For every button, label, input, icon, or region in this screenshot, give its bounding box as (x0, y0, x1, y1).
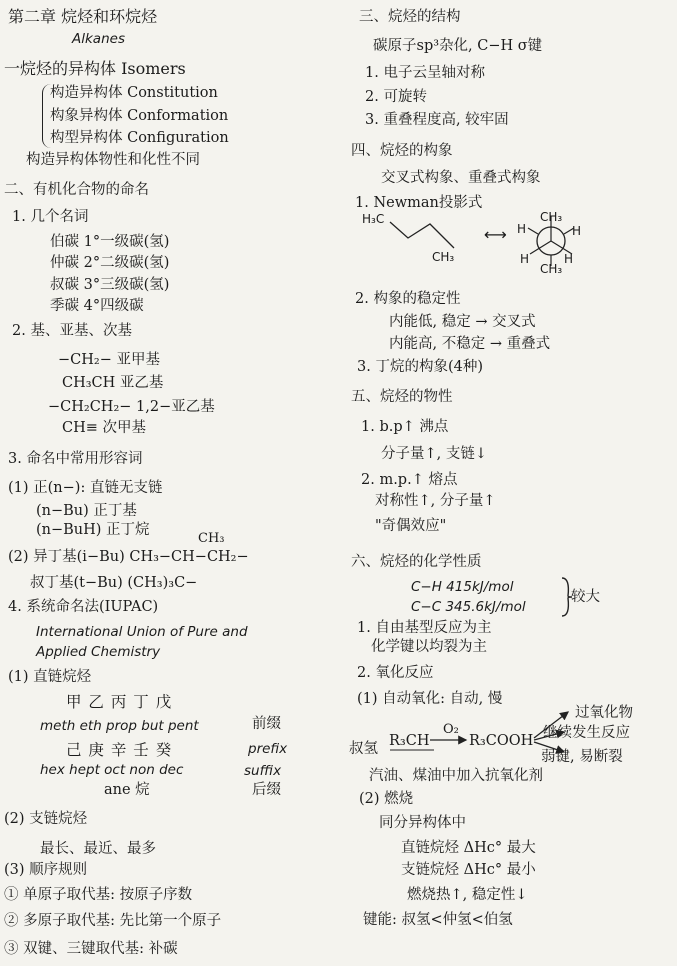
left-text-line: 季碳 4°四级碳 (50, 298, 144, 314)
h3c-label: H₃C (362, 212, 385, 226)
left-text-line: International Union of Pure and (36, 624, 248, 640)
right-text-line: 交叉式构象、重叠式构象 (381, 170, 541, 186)
right-text-line: 内能高, 不稳定 → 重叠式 (389, 336, 551, 352)
right-text-line: 3. 丁烷的构象(4种) (357, 359, 483, 375)
right-text-line: 1. 电子云呈轴对称 (365, 65, 485, 81)
right-text-line: 1. 自由基型反应为主 (357, 620, 492, 636)
left-text-line: 甲 乙 丙 丁 戊 (66, 693, 173, 711)
right-text-line: 较大 (571, 589, 600, 605)
bond-energy-brace (560, 576, 574, 618)
right-text-line: 2. 构象的稳定性 (355, 291, 461, 307)
left-text-line: 叔碳 3°三级碳(氢) (50, 277, 170, 293)
left-text-line: 己 庚 辛 壬 癸 (66, 741, 173, 759)
right-text-line: 汽油、煤油中加入抗氧化剂 (369, 768, 543, 784)
right-text-line: 2. 可旋转 (365, 89, 427, 105)
right-text-line: (1) 自动氧化: 自动, 慢 (357, 691, 503, 707)
left-text-line: (n−BuH) 正丁烷 (36, 522, 150, 538)
left-text-line: 2. 基、亚基、次基 (12, 323, 132, 339)
left-text-line: 伯碳 1°一级碳(氢) (50, 234, 170, 250)
right-text-line: 对称性↑, 分子量↑ (375, 493, 496, 509)
right-text-line: C−H 415kJ/mol (411, 579, 514, 595)
isomer-brace (42, 84, 51, 148)
r3ch-underline (388, 748, 438, 754)
right-text-line: 2. m.p.↑ 熔点 (361, 472, 458, 488)
right-text-line: 四、烷烃的构象 (351, 143, 453, 159)
left-text-line: meth eth prop but pent (40, 718, 199, 734)
right-text-line: 直链烷烃 ΔHc° 最大 (401, 840, 536, 856)
left-text-line: hex hept oct non dec (40, 762, 184, 778)
left-text-line: prefix (248, 741, 288, 757)
newman-atom-h3: H (520, 252, 530, 266)
right-text-line: 继续发生反应 (543, 725, 630, 741)
ch3-bottom-label: CH₃ (432, 250, 455, 264)
left-text-line: 后缀 (252, 782, 281, 798)
newman-atom-top: CH₃ (540, 210, 563, 224)
newman-atom-h1: H (517, 222, 527, 236)
right-text-line: 1. Newman投影式 (355, 195, 483, 211)
left-text-line: 二、有机化合物的命名 (4, 182, 149, 198)
equilibrium-arrow: ⟷ (484, 225, 507, 244)
right-text-line: 碳原子sp³杂化, C−H σ键 (373, 38, 543, 54)
left-text-line: −CH₂− 亚甲基 (58, 352, 160, 368)
left-text-line: (2) 异丁基(i−Bu) CH₃−CH−CH₂− (8, 549, 249, 565)
left-text-line: Applied Chemistry (36, 644, 161, 660)
right-text-line: 键能: 叔氢<仲氢<伯氢 (363, 912, 513, 928)
left-text-line: suffix (244, 763, 282, 779)
right-text-line: 过氧化物 (575, 705, 633, 721)
left-text-line: (n−Bu) 正丁基 (36, 503, 137, 519)
left-text-line: ① 单原子取代基: 按原子序数 (4, 887, 193, 903)
right-text-line: 弱键, 易断裂 (541, 749, 623, 765)
right-text-line: R₃COOH (469, 733, 534, 749)
left-text-line: −CH₂CH₂− 1,2−亚乙基 (48, 399, 215, 415)
right-text-line: 燃烧热↑, 稳定性↓ (407, 887, 528, 903)
left-text-line: ③ 双键、三键取代基: 补碳 (4, 941, 178, 957)
left-text-line: 4. 系统命名法(IUPAC) (8, 599, 159, 615)
right-text-line: 支链烷烃 ΔHc° 最小 (401, 862, 536, 878)
right-text-line: 叔氢 (349, 741, 378, 757)
left-text-line: 仲碳 2°二级碳(氢) (50, 255, 170, 271)
right-text-line: 三、烷烃的结构 (359, 9, 461, 25)
right-text-line: "奇偶效应" (375, 518, 447, 534)
right-text-line: 六、烷烃的化学性质 (351, 554, 482, 570)
butane-zigzag (368, 210, 478, 270)
left-text-line: (1) 正(n−): 直链无支链 (8, 480, 163, 496)
right-text-line: 分子量↑, 支链↓ (381, 446, 488, 462)
left-text-line: 构型异构体 Configuration (50, 130, 229, 146)
newman-atom-bottom: CH₃ (540, 262, 563, 276)
right-text-line: 化学键以均裂为主 (371, 639, 487, 655)
left-text-line: 1. 几个名词 (12, 209, 89, 225)
right-text-line: 五、烷烃的物性 (351, 389, 453, 405)
right-text-line: C−C 345.6kJ/mol (411, 599, 526, 615)
right-text-line: (2) 燃烧 (359, 791, 414, 807)
right-text-line: 1. b.p↑ 沸点 (361, 419, 449, 435)
newman-atom-h2: H (572, 224, 582, 238)
left-text-line: Alkanes (72, 31, 125, 47)
left-text-line: 构象异构体 Conformation (50, 108, 229, 124)
left-text-line: 前缀 (252, 716, 281, 732)
left-text-line: CH≡ 次甲基 (62, 420, 146, 436)
right-text-line: 3. 重叠程度高, 较牢固 (365, 112, 509, 128)
left-text-line: (2) 支链烷烃 (4, 811, 88, 827)
left-text-line: ② 多原子取代基: 先比第一个原子 (4, 913, 222, 929)
left-text-line: (1) 直链烷烃 (8, 669, 92, 685)
left-text-line: 构造异构体物性和化性不同 (26, 152, 200, 168)
left-text-line: 最长、最近、最多 (40, 841, 156, 857)
left-text-line: 第二章 烷烃和环烷烃 (8, 7, 158, 26)
left-text-line: 3. 命名中常用形容词 (8, 451, 143, 467)
left-text-line: (3) 顺序规则 (4, 862, 88, 878)
left-text-line: CH₃CH 亚乙基 (62, 375, 164, 391)
newman-atom-h4: H (564, 252, 574, 266)
left-text-line: 叔丁基(t−Bu) (CH₃)₃C− (30, 575, 198, 591)
right-text-line: R₃CH (389, 733, 430, 749)
left-text-line: 一烷烃的异构体 Isomers (4, 59, 186, 78)
right-text-line: 同分异构体中 (379, 815, 466, 831)
right-text-line: 2. 氧化反应 (357, 665, 434, 681)
oxidation-arrows (430, 700, 670, 770)
left-text-line: CH₃ (198, 531, 225, 546)
left-text-line: ane 烷 (104, 782, 150, 798)
right-text-line: O₂ (443, 722, 459, 737)
left-text-line: 构造异构体 Constitution (50, 85, 218, 101)
right-text-line: 内能低, 稳定 → 交叉式 (389, 314, 536, 330)
